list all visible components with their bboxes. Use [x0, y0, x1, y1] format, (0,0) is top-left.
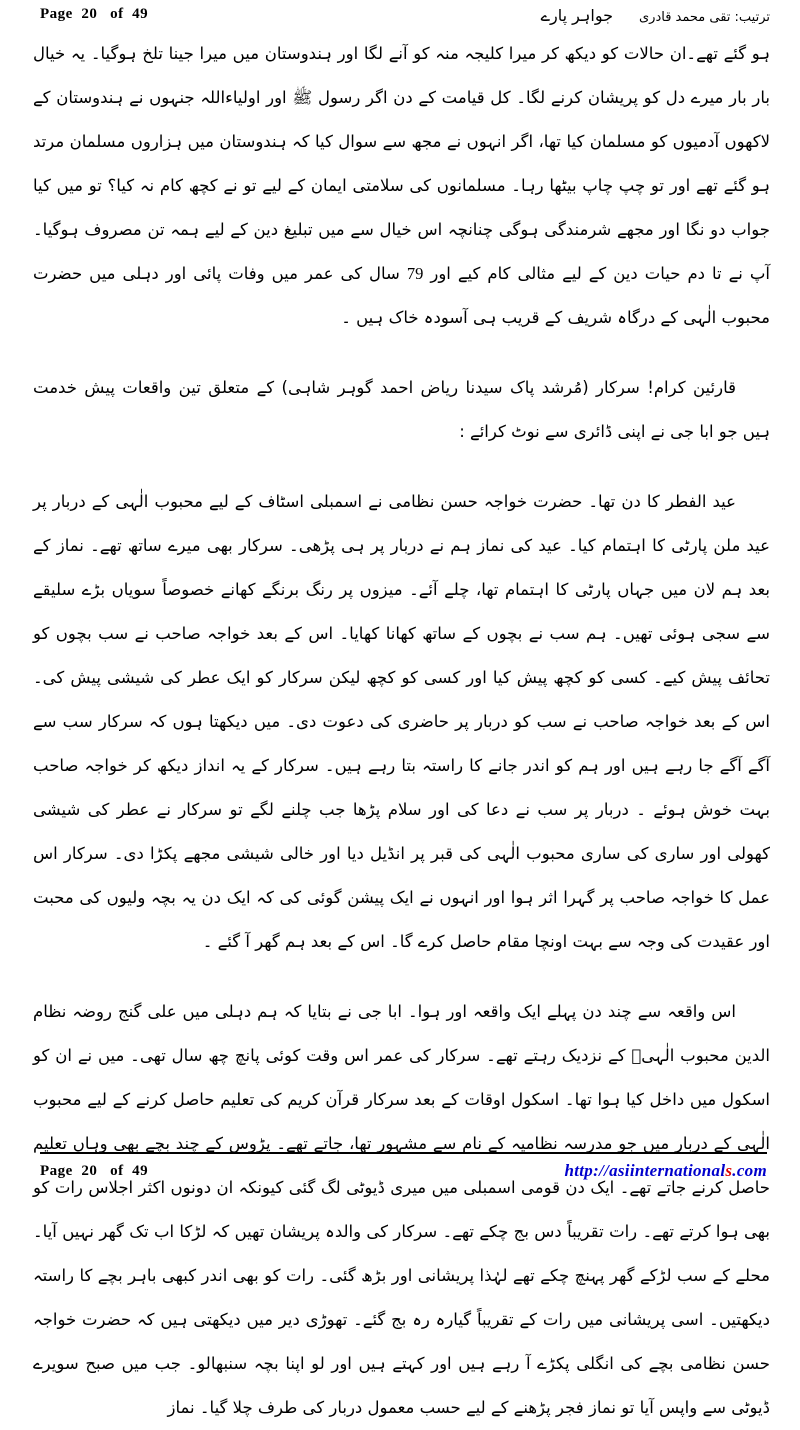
- footer-divider: [40, 1152, 767, 1154]
- document-body: [33, 32, 770, 1430]
- url-suffix: .com: [732, 1161, 767, 1180]
- page-footer: [40, 1158, 767, 1184]
- body-paragraph: قارئین کرام! سرکار (مُرشد پاک سیدنا ریاض احمد گوہر شاہی) کے متعلق تین واقعات پیش خدمت ہیں جو ابا جی نے اپنی ڈائری سے نوٹ کرائے :: [33, 378, 770, 441]
- website-url-link[interactable]: [564, 1161, 767, 1181]
- header-page-number: Page 20 of 49: [40, 6, 149, 22]
- page-header: [40, 6, 770, 32]
- header-book-title: جواہر پارے: [540, 6, 613, 25]
- body-paragraph: عید الفطر کا دن تھا۔ حضرت خواجہ حسن نظامی نے اسمبلی اسٹاف کے لیے محبوب الٰہی کے دربار پر عید ملن پارٹی کا اہتمام کیا۔ عید کی نماز ہم نے دربار پر ہی پڑھی۔ سرکار بھی میرے ساتھ تھے۔ نماز کے بعد ہم لان میں جہاں پارٹی کا اہتمام تھا، چلے آئے۔ میزوں پر رنگ برنگے کھانے خصوصاً سویاں بڑے سلیقے سے سجی ہوئی تھیں۔ ہم سب نے بچوں کے ساتھ کھانا کھایا۔ اس کے بعد خواجہ صاحب نے سب بچوں کو تحائف پیش کیے۔ کسی کو کچھ پیش کیا اور کسی کو کچھ لیکن سرکار کو ایک عطر کی شیشی پیش کی۔ اس کے بعد خواجہ صاحب نے سب کو دربار پر حاضری کی دعوت دی۔ میں دیکھتا ہوں کہ سرکار سب سے آگے آگے جا رہے ہیں اور ہم کو اندر جانے کا راستہ بتا رہے ہیں۔ سرکار کے یہ انداز دیکھ کر خواجہ صاحب بہت خوش ہوئے ۔ دربار پر سب نے دعا کی اور سلام پڑھا جب چلنے لگے تو سرکار نے عطر کی شیشی کھولی اور ساری کی ساری محبوب الٰہی کی قبر پر انڈیل دیا اور خالی شیشی مجھے پکڑا دی۔ سرکار اس عمل کا خواجہ صاحب پر گہرا اثر ہوا اور انہوں نے ایک پیشن گوئی کی کہ ایک دن یہ بچہ ولیوں کی محبت اور عقیدت کی وجہ سے بہت اونچا مقام حاصل کرے گا۔ اس کے بعد ہم گھر آ گئے ۔: [33, 492, 770, 951]
- url-prefix: http://asiinternational: [564, 1161, 726, 1180]
- body-paragraph: ہو گئے تھے۔ان حالات کو دیکھ کر میرا کلیجہ منہ کو آنے لگا اور ہندوستان میں میرا جینا تلخ ہوگیا۔ یہ خیال بار بار میرے دل کو پریشان کرنے لگا۔ کل قیامت کے دن اگر رسول ﷺ اور اولیاءاللہ جنہوں نے ہندوستان کے لاکھوں آدمیوں کو مسلمان کیا تھا، اگر انہوں نے مجھ سے سوال کیا کہ ہندوستان میں ہزاروں مسلمان مرتد ہو گئے تھے اور تو چپ چاپ بیٹھا رہا۔ مسلمانوں کی سلامتی ایمان کے لیے تو نے کچھ کام نہ کیا؟ تو میں کیا جواب دو نگا اور مجھے شرمندگی ہوگی چنانچہ اس خیال سے میں تبلیغ دین کے لیے ہمہ تن مصروف ہوگیا۔ آپ نے تا دم حیات دین کے لیے مثالی کام کیے اور 79 سال کی عمر میں وفات پائی اور دہلی میں حضرت محبوب الٰہی کے درگاہ شریف کے قریب ہی آسودہ خاک ہیں ۔: [33, 44, 770, 327]
- header-urdu-block: [541, 6, 770, 26]
- url-highlight-letter: s: [725, 1161, 733, 1180]
- body-paragraph: اس واقعہ سے چند دن پہلے ایک واقعہ اور ہوا۔ ابا جی نے بتایا کہ ہم دہلی میں علی گنج روضہ نظام الدین محبوب الٰہیؒ کے نزدیک رہتے تھے۔ سرکار کی عمر اس وقت کوئی پانچ چھ سال تھی۔ میں نے ان کو اسکول میں داخل کیا ہوا تھا۔ اسکول اوقات کے بعد سرکار قرآن کریم کی تعلیم حاصل کرنے کے لیے محبوب الٰہی کے دربار میں جو مدرسہ نظامیہ کے نام سے مشہور تھا، جاتے تھے۔ پڑوس کے چند بچے بھی وہاں تعلیم حاصل کرنے جاتے تھے۔ ایک دن قومی اسمبلی میں میری ڈیوٹی لگ گئی کیونکہ ان دونوں اکثر اجلاس رات کو بھی ہوا کرتے تھے۔ رات تقریباً دس بج چکے تھے۔ سرکار کی والدہ پریشان تھیں کہ لڑکا اب تک گھر نہیں آیا۔ محلے کے سب لڑکے گھر پہنچ چکے تھے لہٰذا پریشانی اور بڑھ گئی۔ رات کو بھی اندر کبھی باہر بچے کا راستہ دیکھتیں۔ اسی پریشانی میں رات کے تقریباً گیارہ رہ بج گئے۔ تھوڑی دیر میں دیکھتی ہیں کہ حضرت خواجہ حسن نظامی بچے کی انگلی پکڑے آ رہے ہیں اور کہتے ہیں اور لو اپنا بچہ سنبھالو۔ جب میں صبح سویرے ڈیوٹی سے واپس آیا تو نماز فجر پڑھنے کے لیے حسب معمول دربار کی طرف چلا گیا۔ نماز: [33, 1002, 770, 1417]
- header-compiler: ترتیب: تقی محمد قادری: [638, 10, 770, 25]
- footer-page-number: Page 20 of 49: [40, 1162, 149, 1179]
